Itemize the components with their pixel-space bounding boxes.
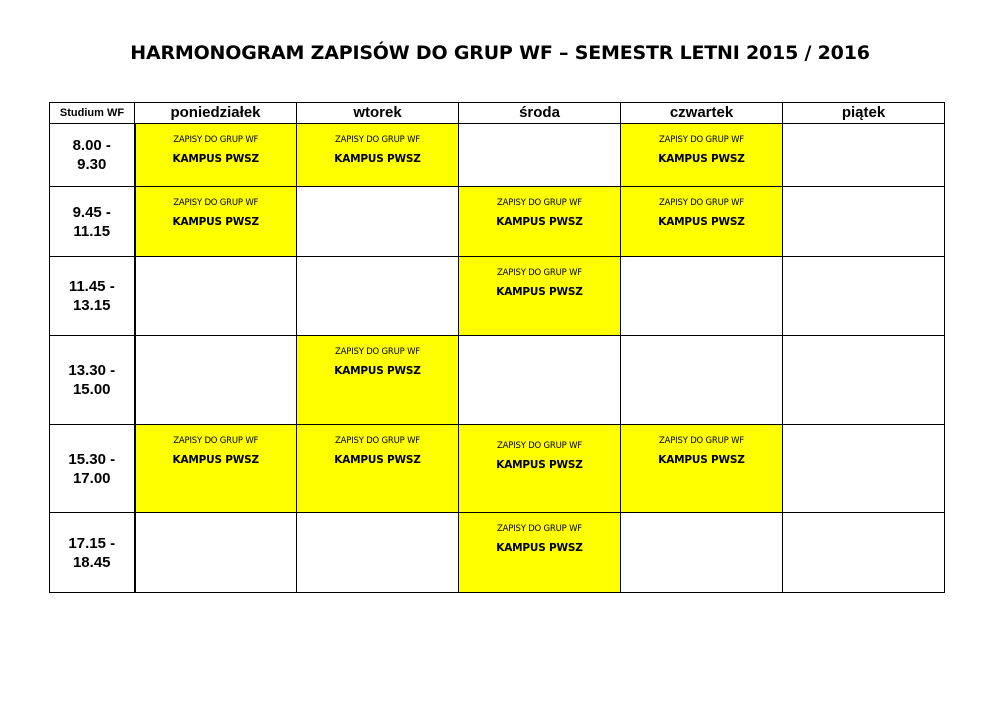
table-row	[50, 425, 945, 513]
day-header-monday: poniedziałek	[135, 103, 297, 124]
slot-thursday-enrollment	[621, 124, 783, 187]
slot-friday-empty	[783, 187, 945, 257]
enrollment-label: ZAPISY DO GRUP WF	[335, 436, 420, 446]
time-slot-cell	[50, 257, 135, 336]
slot-thursday-enrollment	[621, 425, 783, 513]
enrollment-label: ZAPISY DO GRUP WF	[335, 347, 420, 357]
time-end: 9.30	[77, 156, 107, 173]
enrollment-label: ZAPISY DO GRUP WF	[173, 198, 259, 208]
time-start: 17.15 -	[68, 534, 116, 552]
slot-thursday-empty	[621, 336, 783, 425]
day-header-thursday: czwartek	[621, 103, 783, 124]
slot-monday-empty	[135, 513, 297, 593]
slot-wednesday-enrollment	[459, 513, 621, 593]
campus-label: KAMPUS PWSZ	[496, 216, 583, 228]
day-header-wednesday: środa	[459, 103, 621, 124]
enrollment-label: ZAPISY DO GRUP WF	[497, 268, 582, 278]
time-start: 15.30 -	[68, 450, 116, 468]
enrollment-label: ZAPISY DO GRUP WF	[659, 135, 744, 145]
slot-tuesday-enrollment	[297, 425, 459, 513]
time-end: 18.45	[72, 553, 111, 571]
campus-label: KAMPUS PWSZ	[496, 542, 583, 554]
slot-monday-enrollment	[135, 187, 297, 257]
time-end: 11.15	[73, 222, 111, 240]
slot-thursday-empty	[621, 513, 783, 593]
campus-label: KAMPUS PWSZ	[172, 153, 259, 165]
table-row	[50, 513, 945, 593]
slot-friday-empty	[783, 425, 945, 513]
slot-monday-enrollment	[135, 124, 297, 187]
slot-tuesday-empty	[297, 257, 459, 336]
table-row	[50, 336, 945, 425]
day-header-friday: piątek	[783, 103, 945, 124]
campus-label: KAMPUS PWSZ	[658, 454, 745, 466]
campus-label: KAMPUS PWSZ	[658, 153, 745, 165]
time-end: 15.00	[72, 381, 111, 398]
table-row	[50, 257, 945, 336]
slot-thursday-empty	[621, 257, 783, 336]
slot-wednesday-enrollment	[459, 257, 621, 336]
time-start: 11.45 -	[68, 278, 115, 295]
slot-monday-enrollment	[135, 425, 297, 513]
slot-wednesday-empty	[459, 124, 621, 187]
corner-header: Studium WF	[50, 103, 135, 124]
time-start: 13.30 -	[68, 362, 116, 379]
slot-tuesday-enrollment	[297, 124, 459, 187]
campus-label: KAMPUS PWSZ	[334, 153, 421, 165]
slot-friday-empty	[783, 257, 945, 336]
time-slot-cell	[50, 187, 135, 257]
table-row	[50, 187, 945, 257]
slot-wednesday-enrollment	[459, 425, 621, 513]
enrollment-label: ZAPISY DO GRUP WF	[335, 135, 420, 145]
header-row	[50, 103, 945, 124]
enrollment-label: ZAPISY DO GRUP WF	[497, 441, 582, 451]
campus-label: KAMPUS PWSZ	[172, 216, 259, 228]
enrollment-label: ZAPISY DO GRUP WF	[659, 198, 744, 208]
enrollment-label: ZAPISY DO GRUP WF	[173, 135, 259, 145]
day-header-tuesday: wtorek	[297, 103, 459, 124]
campus-label: KAMPUS PWSZ	[172, 454, 259, 466]
table-row	[50, 124, 945, 187]
slot-friday-empty	[783, 513, 945, 593]
campus-label: KAMPUS PWSZ	[658, 216, 745, 228]
campus-label: KAMPUS PWSZ	[496, 286, 583, 298]
campus-label: KAMPUS PWSZ	[496, 459, 583, 471]
time-slot-cell	[50, 336, 135, 425]
time-start: 9.45 -	[72, 203, 111, 221]
time-slot-cell	[50, 513, 135, 593]
time-slot-cell	[50, 124, 135, 187]
slot-tuesday-empty	[297, 187, 459, 257]
time-end: 13.15	[72, 297, 111, 314]
time-start: 8.00 -	[72, 137, 111, 154]
time-end: 17.00	[72, 469, 111, 487]
slot-wednesday-enrollment	[459, 187, 621, 257]
slot-friday-empty	[783, 336, 945, 425]
enrollment-label: ZAPISY DO GRUP WF	[497, 524, 582, 534]
enrollment-label: ZAPISY DO GRUP WF	[659, 436, 744, 446]
slot-friday-empty	[783, 124, 945, 187]
slot-thursday-enrollment	[621, 187, 783, 257]
slot-wednesday-empty	[459, 336, 621, 425]
page-title: HARMONOGRAM ZAPISÓW DO GRUP WF – SEMESTR LETNI 2015 / 2016	[130, 42, 870, 64]
time-slot-cell	[50, 425, 135, 513]
slot-tuesday-enrollment	[297, 336, 459, 425]
enrollment-label: ZAPISY DO GRUP WF	[173, 436, 259, 446]
slot-monday-empty	[135, 257, 297, 336]
schedule-table	[49, 102, 945, 593]
enrollment-label: ZAPISY DO GRUP WF	[497, 198, 582, 208]
slot-monday-empty	[135, 336, 297, 425]
campus-label: KAMPUS PWSZ	[334, 454, 421, 466]
campus-label: KAMPUS PWSZ	[334, 365, 421, 377]
slot-tuesday-empty	[297, 513, 459, 593]
